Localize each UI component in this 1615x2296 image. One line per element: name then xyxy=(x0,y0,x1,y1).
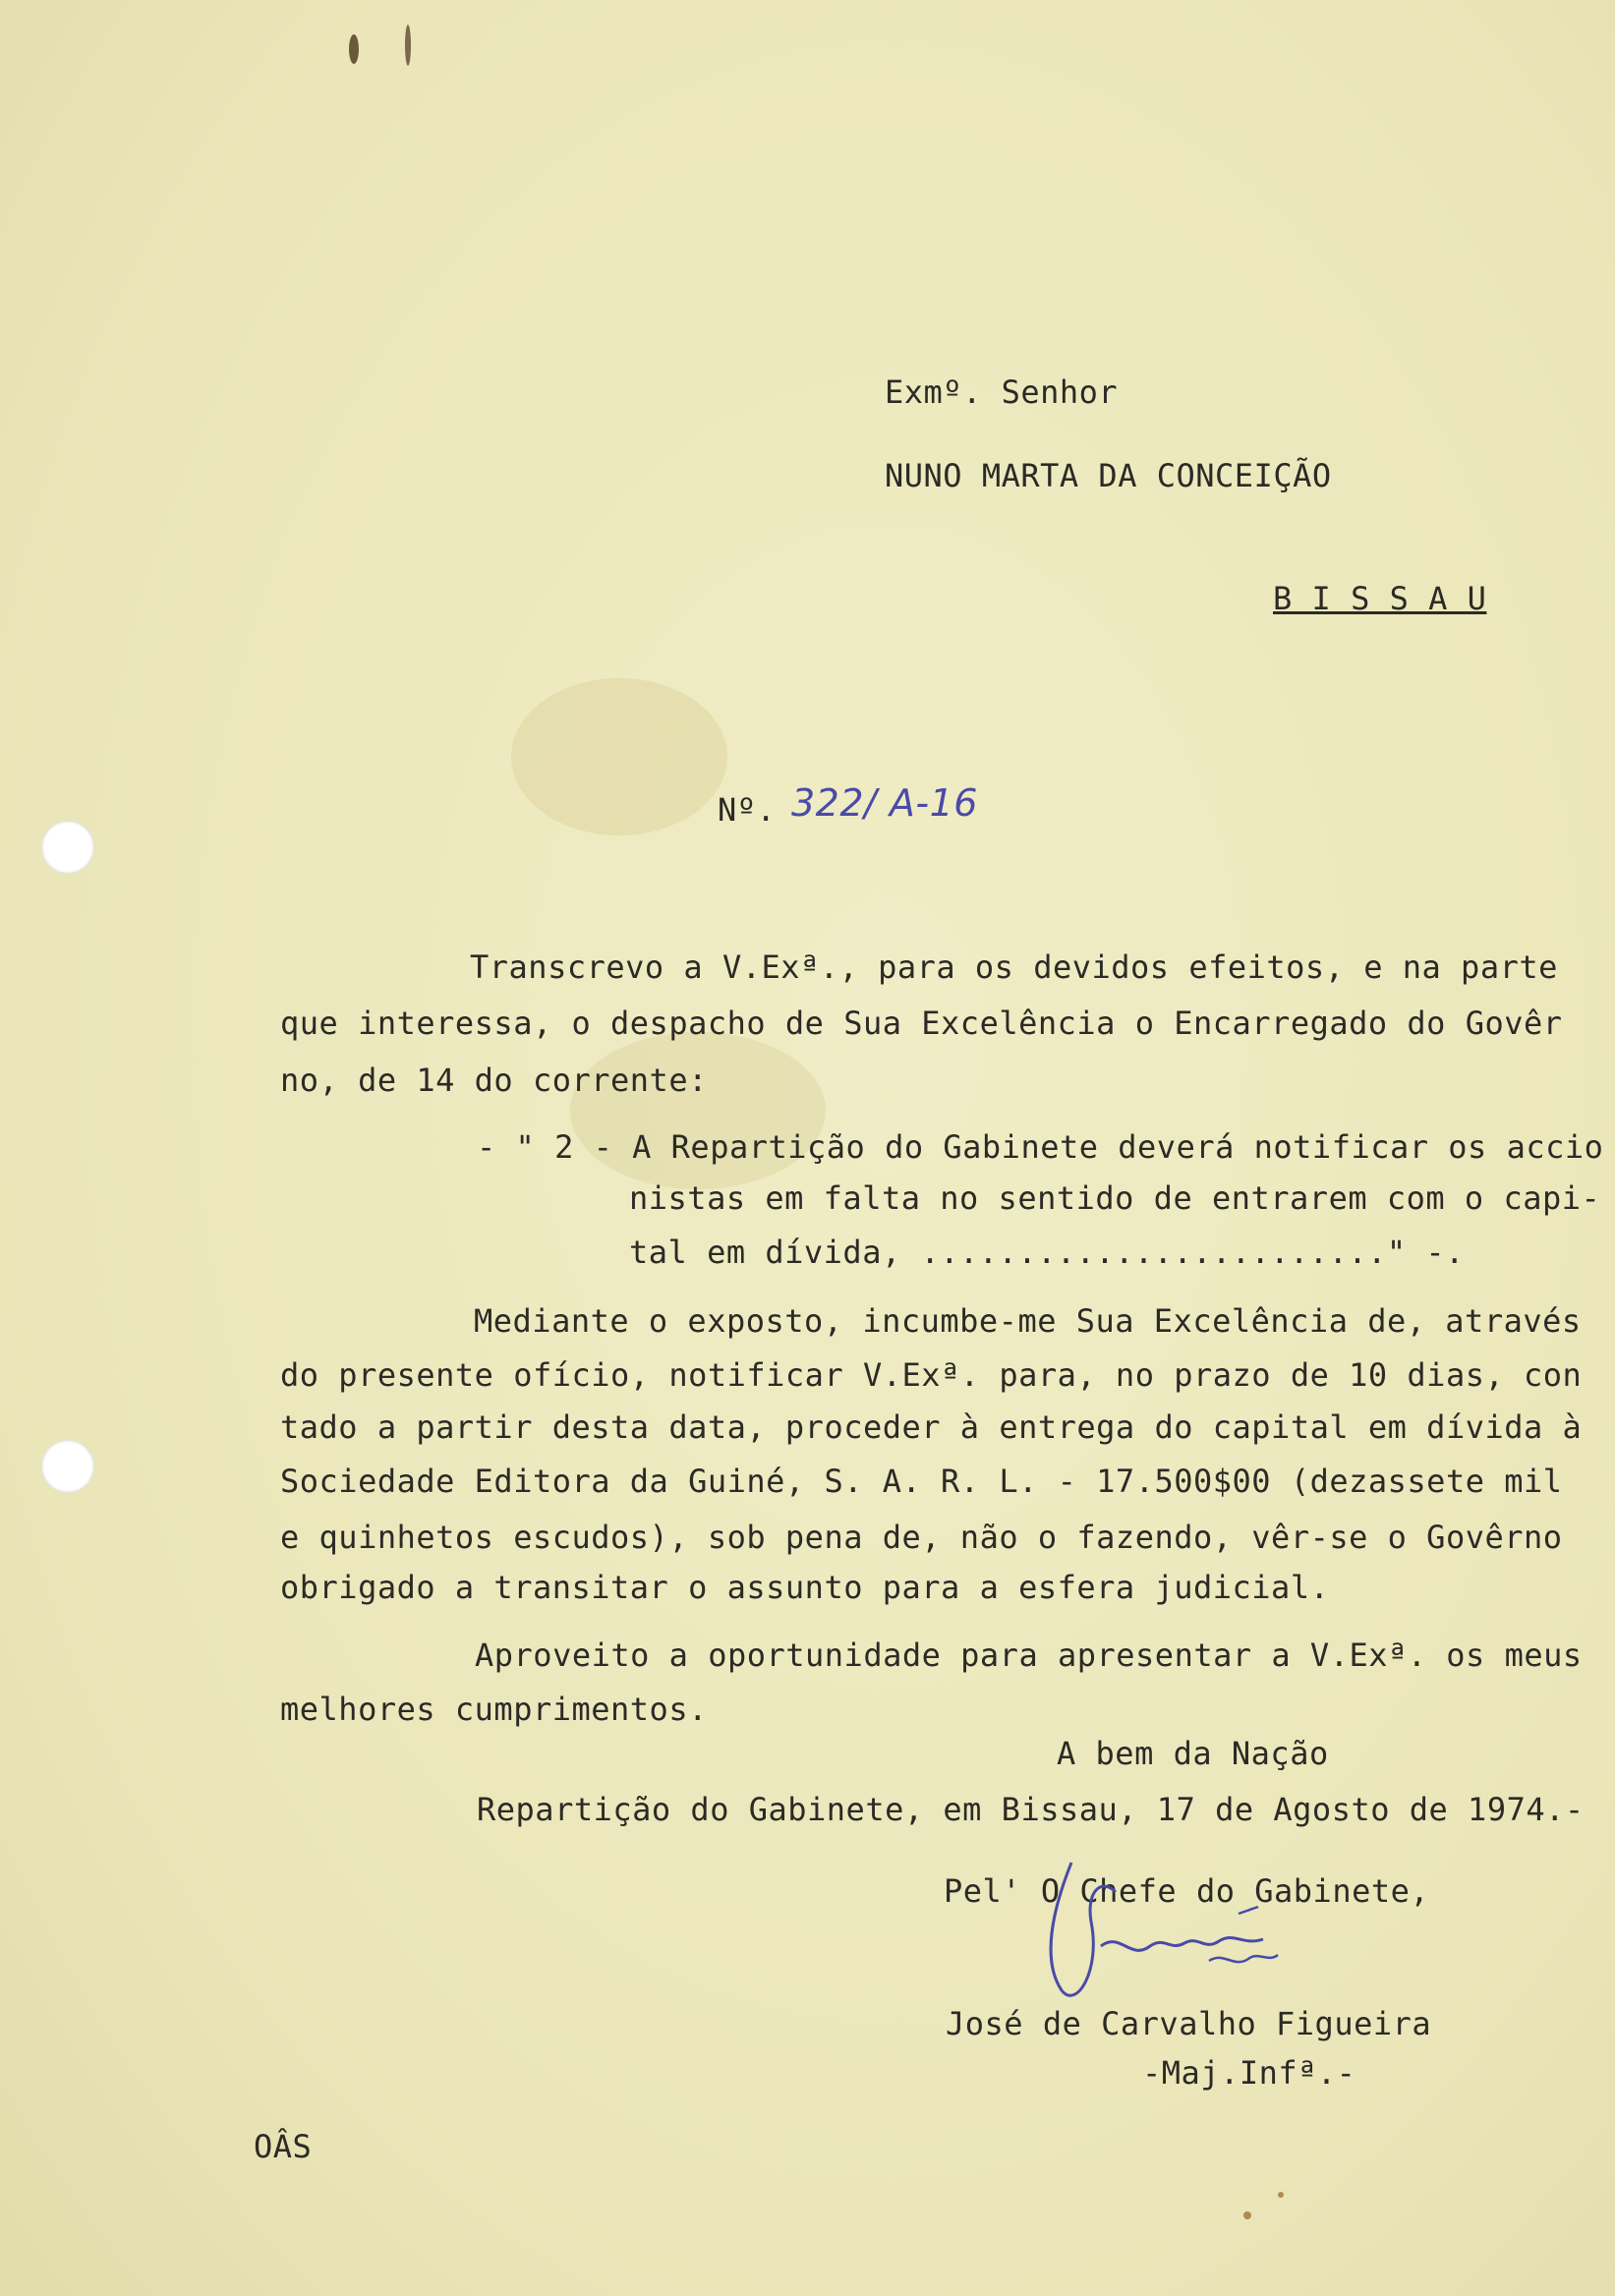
typist-initials: OÂS xyxy=(254,2128,313,2165)
recipient-name: NUNO MARTA DA CONCEIÇÃO xyxy=(885,457,1332,494)
punch-hole-top xyxy=(41,821,94,874)
signatory-rank: -Maj.Infª.- xyxy=(1142,2054,1356,2092)
body-line: Mediante o exposto, incumbe-me Sua Excelência de, através xyxy=(474,1302,1582,1340)
quote-line: nistas em falta no sentido de entrarem com o capi- xyxy=(629,1179,1601,1217)
body-line: Transcrevo a V.Exª., para os devidos efeitos, e na parte xyxy=(470,948,1558,986)
body-line: Aproveito a oportunidade para apresentar a V.Exª. os meus xyxy=(475,1636,1583,1674)
body-line: Sociedade Editora da Guiné, S. A. R. L. - 17.500$00 (dezassete mil xyxy=(280,1463,1563,1500)
signatory-title: Pel' O Chefe do Gabinete, xyxy=(944,1872,1430,1910)
recipient-city: B I S S A U xyxy=(1273,580,1487,617)
handwritten-signature xyxy=(1032,1853,1327,2020)
paper-stain xyxy=(511,678,727,835)
body-line: e quinhetos escudos), sob pena de, não o fazendo, vêr-se o Govêrno xyxy=(280,1519,1563,1556)
salutation: Exmº. Senhor xyxy=(885,373,1119,411)
closing-motto: A bem da Nação xyxy=(1057,1735,1329,1772)
punch-hole-bottom xyxy=(41,1440,94,1493)
paper-stain xyxy=(570,1032,826,1189)
quote-line: tal em dívida, ........................" -. xyxy=(629,1234,1465,1271)
body-line: do presente ofício, notificar V.Exª. para, no prazo de 10 dias, con xyxy=(280,1356,1583,1394)
place-date: Repartição do Gabinete, em Bissau, 17 de Agosto de 1974.- xyxy=(477,1791,1585,1828)
body-line: no, de 14 do corrente: xyxy=(280,1062,708,1099)
body-line: tado a partir desta data, proceder à entrega do capital em dívida à xyxy=(280,1408,1583,1446)
body-line: obrigado a transitar o assunto para a esfera judicial. xyxy=(280,1569,1330,1606)
reference-number-handwritten: 322/ A-16 xyxy=(791,781,978,825)
body-line: melhores cumprimentos. xyxy=(280,1691,708,1728)
paper-stain xyxy=(405,25,411,66)
paper-stain xyxy=(1243,2211,1251,2219)
paper-stain xyxy=(349,34,359,64)
reference-prefix: Nº. xyxy=(718,791,777,829)
quote-line: - " 2 - A Repartição do Gabinete deverá notificar os accio xyxy=(477,1128,1604,1166)
body-line: que interessa, o despacho de Sua Excelência o Encarregado do Govêr xyxy=(280,1004,1563,1042)
signatory-name: José de Carvalho Figueira xyxy=(946,2005,1432,2042)
paper-stain xyxy=(1278,2192,1284,2198)
